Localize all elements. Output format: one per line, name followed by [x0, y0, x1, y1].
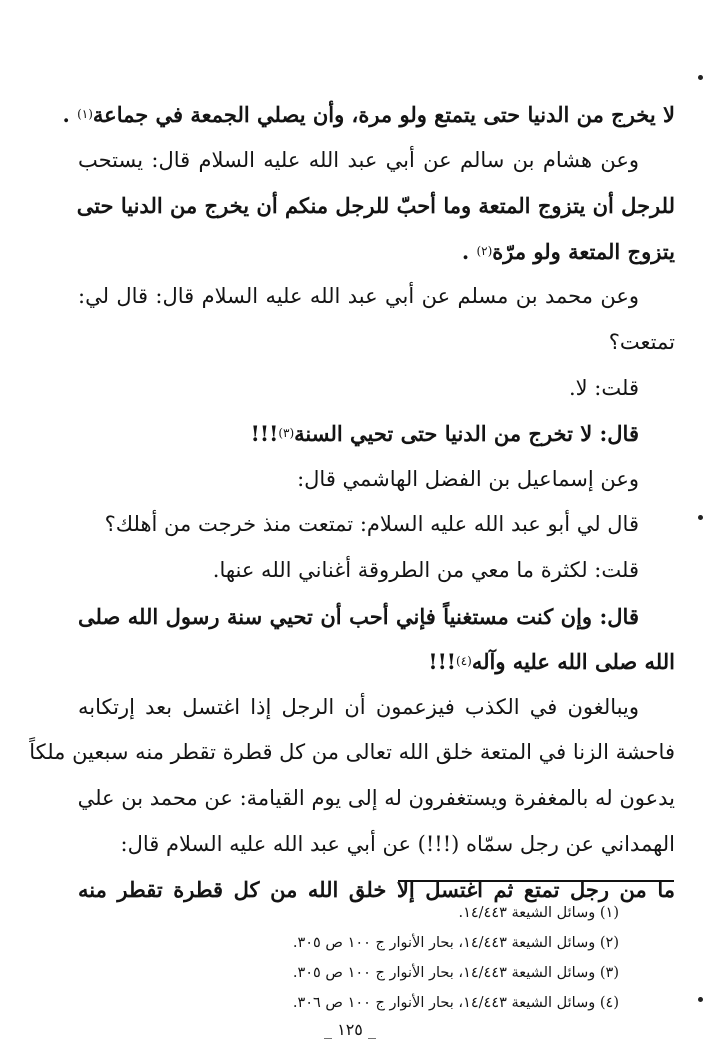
- text-line-1: لا يخرج من الدنيا حتى يتمتع ولو مرة، وأن يصلي الجمعة في جماعة$^{(١)}$ .: [62, 102, 675, 127]
- text-line-5: وعن محمد بن مسلم عن أبي عبد الله عليه السلام قال: قال لي:: [78, 284, 639, 309]
- footnotes: [99, 898, 619, 1018]
- footnote-1: (١) وسائل الشيعة ١٤/٤٤٣.: [458, 905, 619, 921]
- footnote-2: (٢) وسائل الشيعة ١٤/٤٤٣، بحار الأنوار ج ١٠٠ ص ٣٠٥.: [292, 935, 619, 951]
- footnote-ref-1[interactable]: (١): [77, 107, 93, 121]
- text-line-17: الهمداني عن رجل سمّاه (!!!) عن أبي عبد الله عليه السلام قال:: [120, 831, 675, 856]
- text-line-7: قلت: لا.: [568, 375, 639, 400]
- text-line-14: ويبالغون في الكذب فيزعمون أن الرجل إذا اغتسل بعد إرتكابه: [78, 694, 639, 719]
- text-line-3: للرجل أن يتزوج المتعة وما أحبّ للرجل منكم أن يخرج من الدنيا حتى: [76, 193, 675, 219]
- main-text: [29, 92, 675, 913]
- footnote-separator: [398, 880, 674, 882]
- scan-speck: [698, 997, 703, 1002]
- footnote-ref-4[interactable]: (٤): [456, 654, 472, 669]
- text-line-4: يتزوج المتعة ولو مرّة$^{(٢)}$ .: [461, 238, 675, 264]
- footnote-ref-3[interactable]: (٣): [278, 426, 295, 441]
- footnote-3: (٣) وسائل الشيعة ١٤/٤٤٣، بحار الأنوار ج ١٠٠ ص ٣٠٥.: [292, 965, 619, 981]
- page-number: _ ١٢٥ _: [324, 1020, 376, 1039]
- text-line-16: يدعون له بالمغفرة ويستغفرون له إلى يوم القيامة: عن محمد بن علي: [77, 785, 675, 810]
- text-line-2: وعن هشام بن سالم عن أبي عبد الله عليه السلام قال: يستحب: [78, 147, 639, 172]
- text-line-8: قال: لا تخرج من الدنيا حتى تحيي السنة$^{(٣)}$!!!: [250, 421, 639, 447]
- footnote-ref-2[interactable]: (٢): [476, 243, 493, 258]
- footnote-4: (٤) وسائل الشيعة ١٤/٤٤٣، بحار الأنوار ج ١٠٠ ص ٣٠٦.: [292, 995, 619, 1011]
- text-line-12: قال: وإن كنت مستغنياً فإني أحب أن تحيي سنة رسول الله صلى: [78, 603, 639, 629]
- text-line-6: تمتعت؟: [608, 329, 675, 354]
- text-line-13: الله صلى الله عليه وآله$^{(٤)}$!!!: [428, 649, 675, 675]
- text-line-15: فاحشة الزنا في المتعة خلق الله تعالى من كل قطرة تقطر منه سبعين ملكاً: [29, 740, 675, 765]
- text-line-10: قال لي أبو عبد الله عليه السلام: تمتعت منذ خرجت من أهلك؟: [104, 512, 639, 537]
- scan-speck: [698, 515, 703, 520]
- scan-speck: [698, 75, 703, 80]
- text-line-18: ما من رجل تمتع ثم اغتسل إلا خلق الله من كل قطرة تقطر منه: [78, 877, 675, 903]
- text-line-11: قلت: لكثرة ما معي من الطروقة أغناني الله عنها.: [212, 557, 639, 582]
- text-line-9: وعن إسماعيل بن الفضل الهاشمي قال:: [297, 466, 639, 491]
